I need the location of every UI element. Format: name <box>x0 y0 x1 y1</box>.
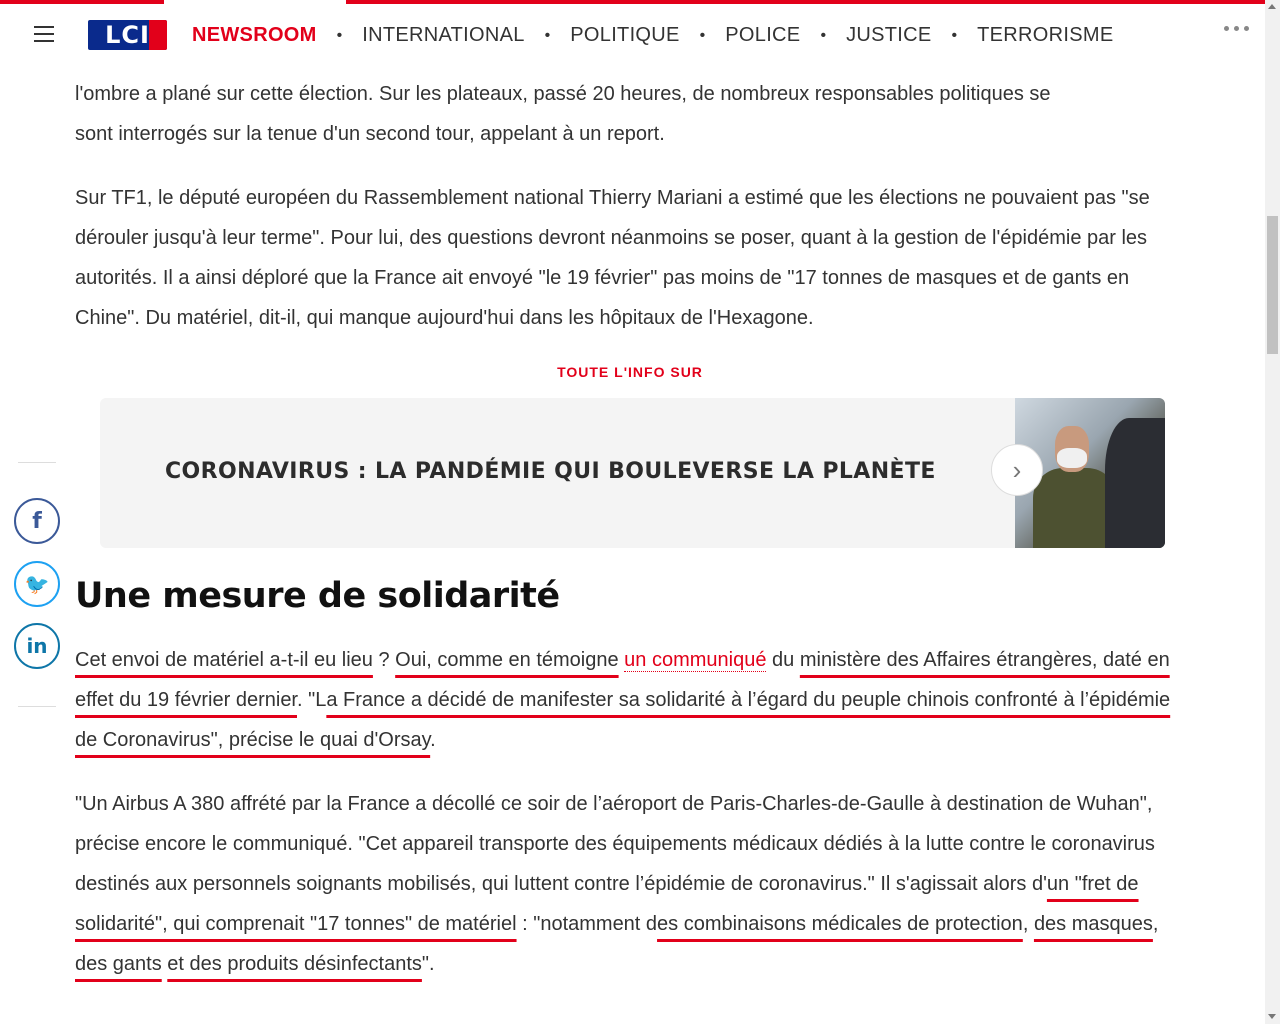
text-fragment: ? <box>372 649 396 671</box>
section-title: Une mesure de solidarité <box>75 576 560 616</box>
lci-logo[interactable] <box>88 20 167 50</box>
nav-separator: • <box>544 26 551 44</box>
page-scrollbar[interactable] <box>1265 0 1280 1024</box>
topic-label: TOUTE L'INFO SUR <box>557 364 703 380</box>
article-paragraph <box>75 784 1185 984</box>
nav-item-international[interactable]: INTERNATIONAL <box>362 24 525 46</box>
highlighted-text: Oui, comme en témoigne <box>395 649 619 671</box>
nav-item-newsroom[interactable]: NEWSROOM <box>192 24 317 46</box>
nav-separator: • <box>699 26 706 44</box>
scroll-down-icon[interactable] <box>1268 1014 1276 1019</box>
nav-separator: • <box>820 26 827 44</box>
article-body <box>75 58 1185 1008</box>
highlighted-text: es combinaisons médicales de protection <box>657 913 1023 935</box>
facebook-share-icon[interactable]: f <box>14 498 60 544</box>
highlighted-text: a France a décidé de manifester sa solidarité à l’égard du peuple chinois confronté à l’épidémie de Coronavirus", précise le quai d'Orsay <box>75 689 1171 751</box>
nav-item-politique[interactable]: POLITIQUE <box>570 24 680 46</box>
article-paragraph: Sur TF1, le député européen du Rassemblement national Thierry Mariani a estimé que les élections ne pouvaient pas "se dérouler jusqu'à leur terme". Pour lui, des questions devront néanmoins se poser, quant à la gestion de l'épidémie par les autorités. Il a ainsi déploré que la France ait envoyé "le 19 février" pas moins de "17 tonnes de masques et de gants en Chine". Du matériel, dit-il, qui manque aujourd'hui dans les hôpitaux de l'Hexagone. <box>75 187 1150 329</box>
topic-title[interactable]: CORONAVIRUS : LA PANDÉMIE QUI BOULEVERSE LA PLANÈTE <box>165 459 936 484</box>
text-fragment: , <box>1022 913 1034 935</box>
nav-item-terrorisme[interactable]: TERRORISME <box>977 24 1114 46</box>
share-divider <box>18 462 56 463</box>
nav-separator: • <box>951 26 958 44</box>
text-fragment: . <box>430 729 436 751</box>
scroll-thumb[interactable] <box>1267 216 1278 354</box>
text-fragment: , <box>1152 913 1159 935</box>
text-fragment: "Un Airbus A 380 affrété par la France a décollé ce soir de l’aéroport de Paris-Charles-de-Gaulle à destination de Wuhan", précise encore le communiqué. "Cet appareil transporte des équipements médicaux dédiés à la lutte contre le coronavirus destinés aux personnels soignants mobilisés, qui luttent contre l’épidémie de coronavirus." Il s'agissait alors d' <box>75 793 1155 895</box>
highlighted-text: des gants <box>75 953 162 975</box>
text-fragment: : "notamment d <box>516 913 658 935</box>
communique-link[interactable]: un communiqué <box>624 649 767 671</box>
twitter-share-icon[interactable]: 🐦 <box>14 561 60 607</box>
highlighted-text: Cet envoi de matériel a-t-il eu lieu <box>75 649 373 671</box>
nav-separator: • <box>336 26 343 44</box>
scroll-up-icon[interactable] <box>1268 4 1276 9</box>
article-paragraph <box>75 640 1185 760</box>
chevron-right-icon[interactable]: › <box>991 444 1043 496</box>
highlighted-text: et des produits désinfectants <box>167 953 422 975</box>
more-dots-icon[interactable] <box>1224 26 1249 31</box>
highlighted-text: ministère des Affaires étrangères, daté en effet du 19 février dernier <box>75 649 1170 711</box>
highlighted-text: des masques <box>1033 913 1153 935</box>
text-fragment: ". <box>421 953 435 975</box>
logo-text: LCI <box>105 21 150 49</box>
paragraph-line: sont interrogés sur la tenue d'un second tour, appelant à un report. <box>75 123 665 145</box>
hamburger-icon[interactable] <box>34 26 54 44</box>
text-fragment: . "L <box>297 689 327 711</box>
nav-item-police[interactable]: POLICE <box>725 24 801 46</box>
nav-item-justice[interactable]: JUSTICE <box>846 24 932 46</box>
article-paragraph <box>75 74 1185 154</box>
text-fragment: du <box>766 649 800 671</box>
linkedin-share-icon[interactable]: in <box>14 623 60 669</box>
main-nav <box>192 24 1113 47</box>
site-header <box>0 4 1265 68</box>
paragraph-line: l'ombre a plané sur cette élection. Sur les plateaux, passé 20 heures, de nombreux responsables politiques se <box>75 83 1051 105</box>
highlighted-text: un "fret de solidarité", qui comprenait "17 tonnes" de matériel <box>75 873 1139 935</box>
topic-card[interactable] <box>100 398 1165 548</box>
share-divider <box>18 706 56 707</box>
